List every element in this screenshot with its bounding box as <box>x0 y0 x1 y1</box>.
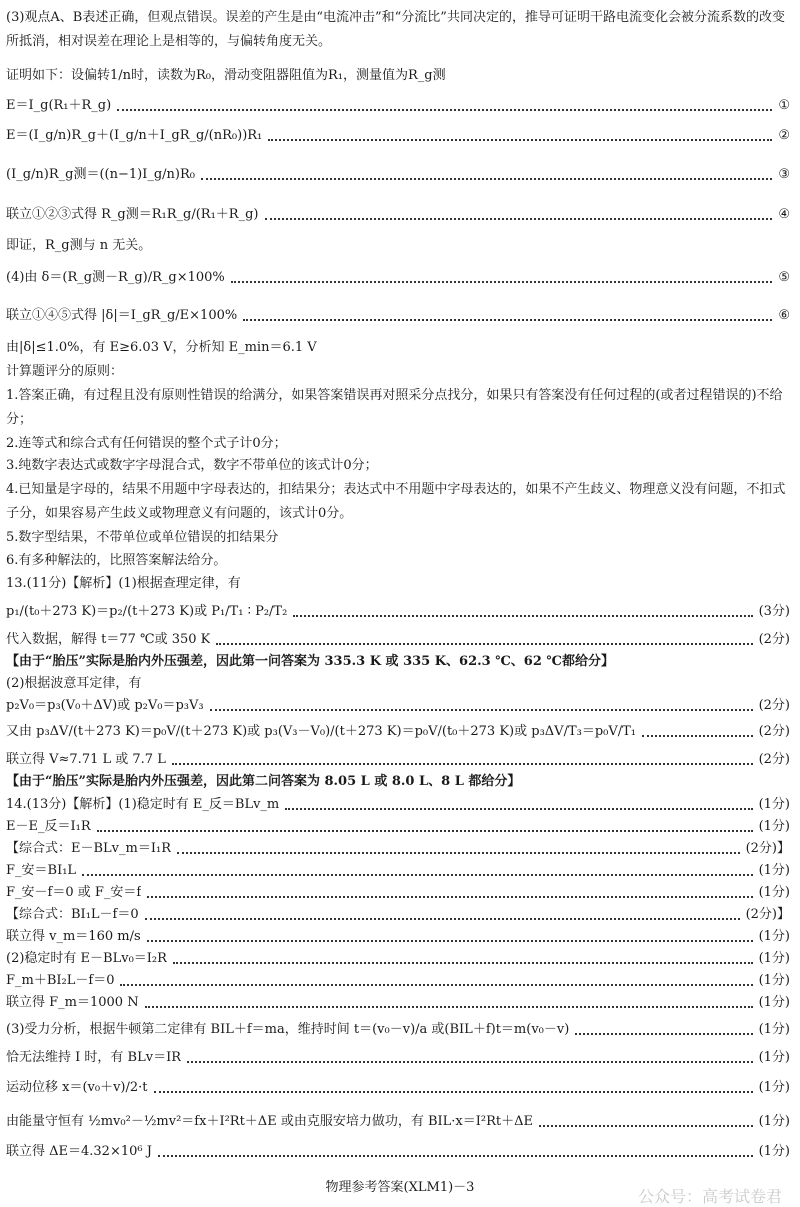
q13-head: 13.(11分)【解析】(1)根据查理定律，有 <box>6 576 241 591</box>
rule-4: 4.已知量是字母的，结果不用题中字母表达的，扣结果分；表达式中不用题中字母表达的，如果不产生歧义、物理意义没有问题，不扣式子分，如果容易产生歧义或物理意义有问题的，该式计0分。 <box>6 482 786 521</box>
rule-5: 5.数字型结果，不带单位或单位错误的扣结果分 <box>6 530 279 545</box>
q13-eq-b: 代入数据，解得 t＝77 ℃或 350 K (2分) <box>6 632 790 647</box>
q14-row: F_m＋BI₂L－f＝0 (1分) <box>6 973 790 988</box>
q14-row: 【综合式：E－BLv_m＝I₁R (2分)】 <box>6 841 790 856</box>
q14-row: (2)稳定时有 E－BLv₀＝I₂R (1分) <box>6 951 790 966</box>
q14-row: 由能量守恒有 ½mv₀²－½mv²＝fx＋I²Rt＋ΔE 或由克服安培力做功，有 BIL·x＝I²Rt＋ΔE (1分) <box>6 1114 790 1129</box>
equation-6: 联立①④⑤式得 |δ|＝I_gR_g/E×100% ⑥ <box>6 308 790 323</box>
rule-3: 3.纯数字表达式或数字字母混合式，数字不带单位的该式计0分； <box>6 458 378 473</box>
q13-eq-a: p₁/(t₀＋273 K)＝p₂/(t＋273 K)或 P₁/T₁ ∶ P₂/T₂ (3分) <box>6 604 790 619</box>
q13-note-2: 【由于“胎压”实际是胎内外压强差，因此第二问答案为 8.05 L 或 8.0 L、8 L 都给分】 <box>6 774 521 789</box>
q14-row: 联立得 ΔE＝4.32×10⁶ J (1分) <box>6 1144 790 1159</box>
scoring-title: 计算题评分的原则： <box>6 364 124 379</box>
q14-row: 【综合式：BI₁L－f＝0 (2分)】 <box>6 907 790 922</box>
q14-row: 运动位移 x＝(v₀＋v)/2·t (1分) <box>6 1080 790 1095</box>
page-footer: 物理参考答案(XLM1)－3 <box>325 1180 475 1195</box>
q13-eq-d: 又由 p₃ΔV/(t＋273 K)＝p₀V/(t＋273 K)或 p₃(V₃－V₀)/(t＋273 K)＝p₀V/(t₀＋273 K)或 p₃ΔV/T₃＝p₀V/T₁ (2分) <box>6 724 790 739</box>
equation-4: 联立①②③式得 R_g测＝R₁R_g/(R₁＋R_g) ④ <box>6 207 790 222</box>
equation-1: E＝I_g(R₁＋R_g) ① <box>6 98 790 113</box>
watermark: 公众号：高考试卷君 <box>637 1187 782 1206</box>
equation-2: E＝(I_g/n)R_g＋(I_g/n＋I_gR_g/(nR₀))R₁ ② <box>6 128 790 143</box>
q14-row: F_安＝BI₁L (1分) <box>6 863 790 878</box>
part3-paragraph: (3)观点A、B表述正确，但观点错误。误差的产生是由“电流冲击”和“分流比”共同决定的，推导可证明干路电流变化会被分流系数的改变所抵消，相对误差在理论上是相等的，与偏转角度无关。 <box>6 10 785 49</box>
q14-row: 恰无法维持 I 时，有 BLv＝IR (1分) <box>6 1050 790 1065</box>
q13-part2: (2)根据波意耳定律，有 <box>6 676 142 691</box>
equation-5: (4)由 δ＝(R_g测－R_g)/R_g×100% ⑤ <box>6 270 790 285</box>
q14-row: F_安－f＝0 或 F_安＝f (1分) <box>6 885 790 900</box>
result-line: 由|δ|≤1.0%，有 E≥6.03 V，分析知 E_min＝6.1 V <box>6 340 317 355</box>
q14-row: 联立得 F_m＝1000 N (1分) <box>6 995 790 1010</box>
rule-1: 1.答案正确，有过程且没有原则性错误的给满分，如果答案错误再对照采分点找分，如果只有答案没有任何过程的(或者过程错误的)不给分； <box>6 388 783 427</box>
rule-6: 6.有多种解法的，比照答案解法给分。 <box>6 553 227 568</box>
q13-eq-e: 联立得 V≈7.71 L 或 7.7 L (2分) <box>6 752 790 767</box>
q13-note-1: 【由于“胎压”实际是胎内外压强差，因此第一问答案为 335.3 K 或 335 K、62.3 ℃、62 ℃都给分】 <box>6 654 614 669</box>
rule-2: 2.连等式和综合式有任何错误的整个式子计0分； <box>6 436 287 451</box>
q14-row: (3)受力分析，根据牛顿第二定律有 BIL＋f＝ma，维持时间 t＝(v₀－v)/a 或(BIL＋f)t＝m(v₀－v) (1分) <box>6 1022 790 1037</box>
equation-3: (I_g/n)R_g测＝((n−1)I_g/n)R₀ ③ <box>6 167 790 182</box>
proof-intro: 证明如下：设偏转1/n时，读数为R₀，滑动变阻器阻值为R₁，测量值为R_g测 <box>6 68 446 83</box>
q14-row: 联立得 v_m＝160 m/s (1分) <box>6 929 790 944</box>
q14-row: E－E_反＝I₁R (1分) <box>6 819 790 834</box>
q14-row: 14.(13分)【解析】(1)稳定时有 E_反＝BLv_m (1分) <box>6 797 790 812</box>
q13-eq-c: p₂V₀＝p₃(V₀＋ΔV)或 p₂V₀＝p₃V₃ (2分) <box>6 698 790 713</box>
conclusion-line: 即证，R_g测与 n 无关。 <box>6 238 152 253</box>
